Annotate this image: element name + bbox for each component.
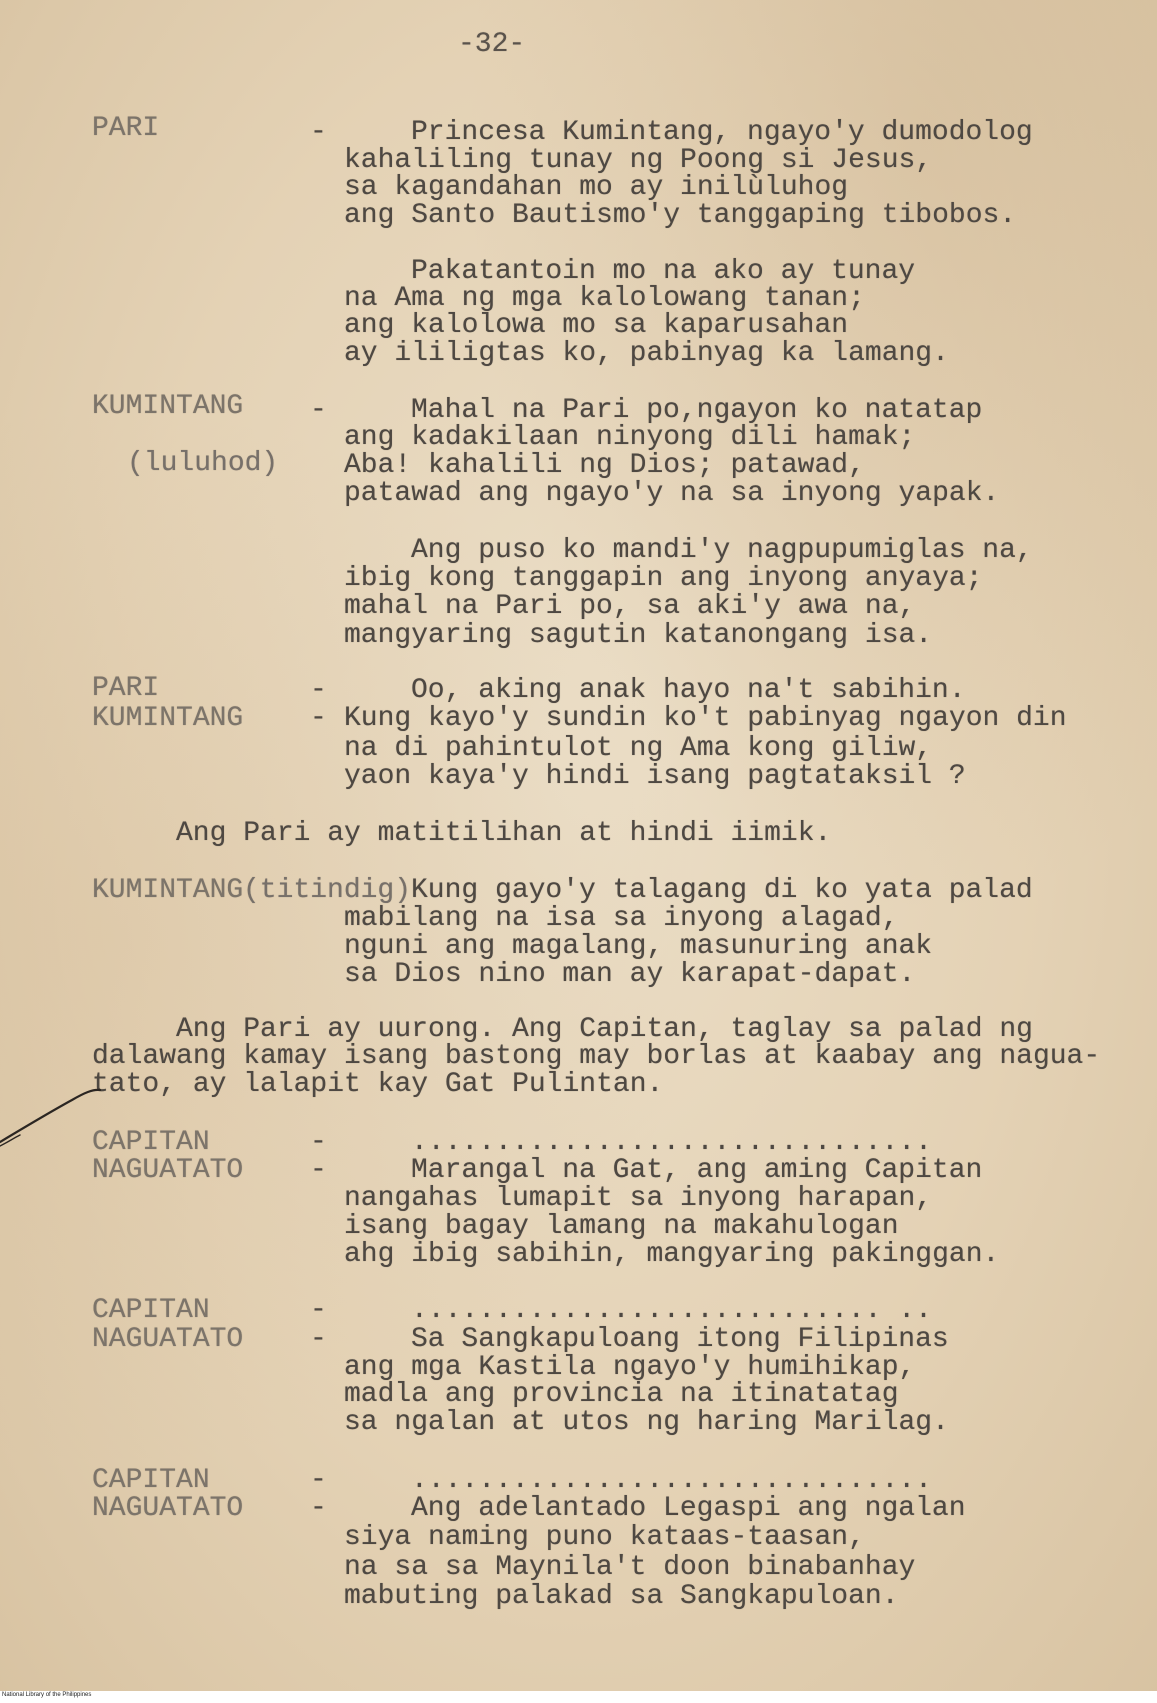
speech-dash: -	[310, 1465, 327, 1496]
verse-line: ang kadakilaan ninyong dili hamak;	[344, 422, 916, 453]
verse-line: ahg ibig sabihin, mangyaring pakinggan.	[344, 1239, 1000, 1270]
verse-line: nguni ang magalang, masunuring anak	[344, 931, 933, 962]
speech-dash: -	[310, 703, 327, 734]
stage-direction-line: dalawang kamay isang bastong may borlas at kaabay ang nagua-	[92, 1041, 1101, 1072]
verse-line: mangyaring sagutin katanongang isa.	[344, 620, 933, 651]
speaker-label: CAPITAN	[92, 1127, 210, 1158]
verse-line: yaon kaya'y hindi isang pagtataksil ?	[344, 761, 966, 792]
verse-line: siya naming puno kataas-taasan,	[344, 1522, 865, 1553]
speech-dash: -	[310, 1324, 327, 1355]
verse-line: madla ang provincia na itinatatag	[344, 1379, 899, 1410]
speech-dash: -	[310, 1127, 327, 1158]
verse-line: patawad ang ngayo'y na sa inyong yapak.	[344, 478, 1000, 509]
verse-line: Ang adelantado Legaspi ang ngalan	[411, 1493, 966, 1524]
stage-direction-note: (luluhod)	[127, 448, 279, 479]
verse-line: ibig kong tanggapin ang inyong anyaya;	[344, 563, 983, 594]
verse-line: ang mga Kastila ngayo'y humihikap,	[344, 1352, 916, 1383]
stage-direction-note: (titindig)	[243, 875, 412, 906]
speech-dash: -	[310, 1493, 327, 1524]
stage-direction-line: tato, ay lalapit kay Gat Pulintan.	[92, 1069, 664, 1100]
verse-line: na di pahintulot ng Ama kong giliw,	[344, 733, 933, 764]
speaker-label: KUMINTANG	[92, 875, 244, 906]
verse-line: Princesa Kumintang, ngayo'y dumodolog	[411, 117, 1033, 148]
speaker-label: CAPITAN	[92, 1465, 210, 1496]
speech-dash: -	[310, 675, 327, 706]
speaker-label: CAPITAN	[92, 1295, 210, 1326]
page-number: -32-	[458, 29, 526, 60]
stage-direction-line: Ang Pari ay uurong. Ang Capitan, taglay sa palad ng	[176, 1014, 1033, 1045]
verse-line: sa ngalan at utos ng haring Marilag.	[344, 1407, 949, 1438]
verse-line: mabilang na isa sa inyong alagad,	[344, 903, 899, 934]
verse-line: mabuting palakad sa Sangkapuloan.	[344, 1581, 899, 1612]
verse-line: ay ililigtas ko, pabinyag ka lamang.	[344, 338, 949, 369]
verse-line: na sa sa Maynila't doon binabanhay	[344, 1552, 916, 1583]
verse-line: ............................ ..	[411, 1295, 932, 1326]
verse-line: na Ama ng mga kalolowang tanan;	[344, 283, 865, 314]
verse-line: Pakatantoin mo na ako ay tunay	[411, 256, 916, 287]
verse-line: ang kalolowa mo sa kaparusahan	[344, 310, 849, 341]
verse-line: ...............................	[411, 1127, 932, 1158]
verse-line: Oo, aking anak hayo na't sabihin.	[411, 675, 966, 706]
verse-line: ang Santo Bautismo'y tanggaping tibobos.	[344, 200, 1017, 231]
verse-line: Aba! kahalili ng Dios; patawad,	[344, 450, 865, 481]
verse-line: nangahas lumapit sa inyong harapan,	[344, 1183, 933, 1214]
verse-line: sa kagandahan mo ay inilùluhog	[344, 172, 849, 203]
verse-line: Kung kayo'y sundin ko't pabinyag ngayon din	[344, 703, 1067, 734]
verse-line: Sa Sangkapuloang itong Filipinas	[411, 1324, 949, 1355]
speech-dash: -	[310, 1155, 327, 1186]
speaker-label: PARI	[92, 673, 160, 704]
verse-line: Marangal na Gat, ang aming Capitan	[411, 1155, 983, 1186]
speech-dash: -	[310, 1295, 327, 1326]
speaker-label: KUMINTANG	[92, 703, 244, 734]
verse-line: ...............................	[411, 1465, 932, 1496]
verse-line: isang bagay lamang na makahulogan	[344, 1211, 899, 1242]
speaker-label: NAGUATATO	[92, 1155, 244, 1186]
verse-line: kahaliling tunay ng Poong si Jesus,	[344, 145, 933, 176]
speaker-label: NAGUATATO	[92, 1493, 244, 1524]
footer-band	[0, 1691, 1157, 1703]
speaker-label: PARI	[92, 113, 160, 144]
verse-line: Ang puso ko mandi'y nagpupumiglas na,	[411, 535, 1033, 566]
verse-line: mahal na Pari po, sa aki'y awa na,	[344, 591, 916, 622]
verse-line: Mahal na Pari po,ngayon ko natatap	[411, 395, 983, 426]
speech-dash: -	[310, 117, 327, 148]
speaker-label: NAGUATATO	[92, 1324, 244, 1355]
speech-dash: -	[310, 395, 327, 426]
footer-credit: National Library of the Philippines	[2, 1692, 92, 1698]
verse-line: Kung gayo'y talagang di ko yata palad	[411, 875, 1033, 906]
verse-line: sa Dios nino man ay karapat-dapat.	[344, 959, 916, 990]
stage-direction-line: Ang Pari ay matitilihan at hindi iimik.	[176, 818, 832, 849]
speaker-label: KUMINTANG	[92, 391, 244, 422]
